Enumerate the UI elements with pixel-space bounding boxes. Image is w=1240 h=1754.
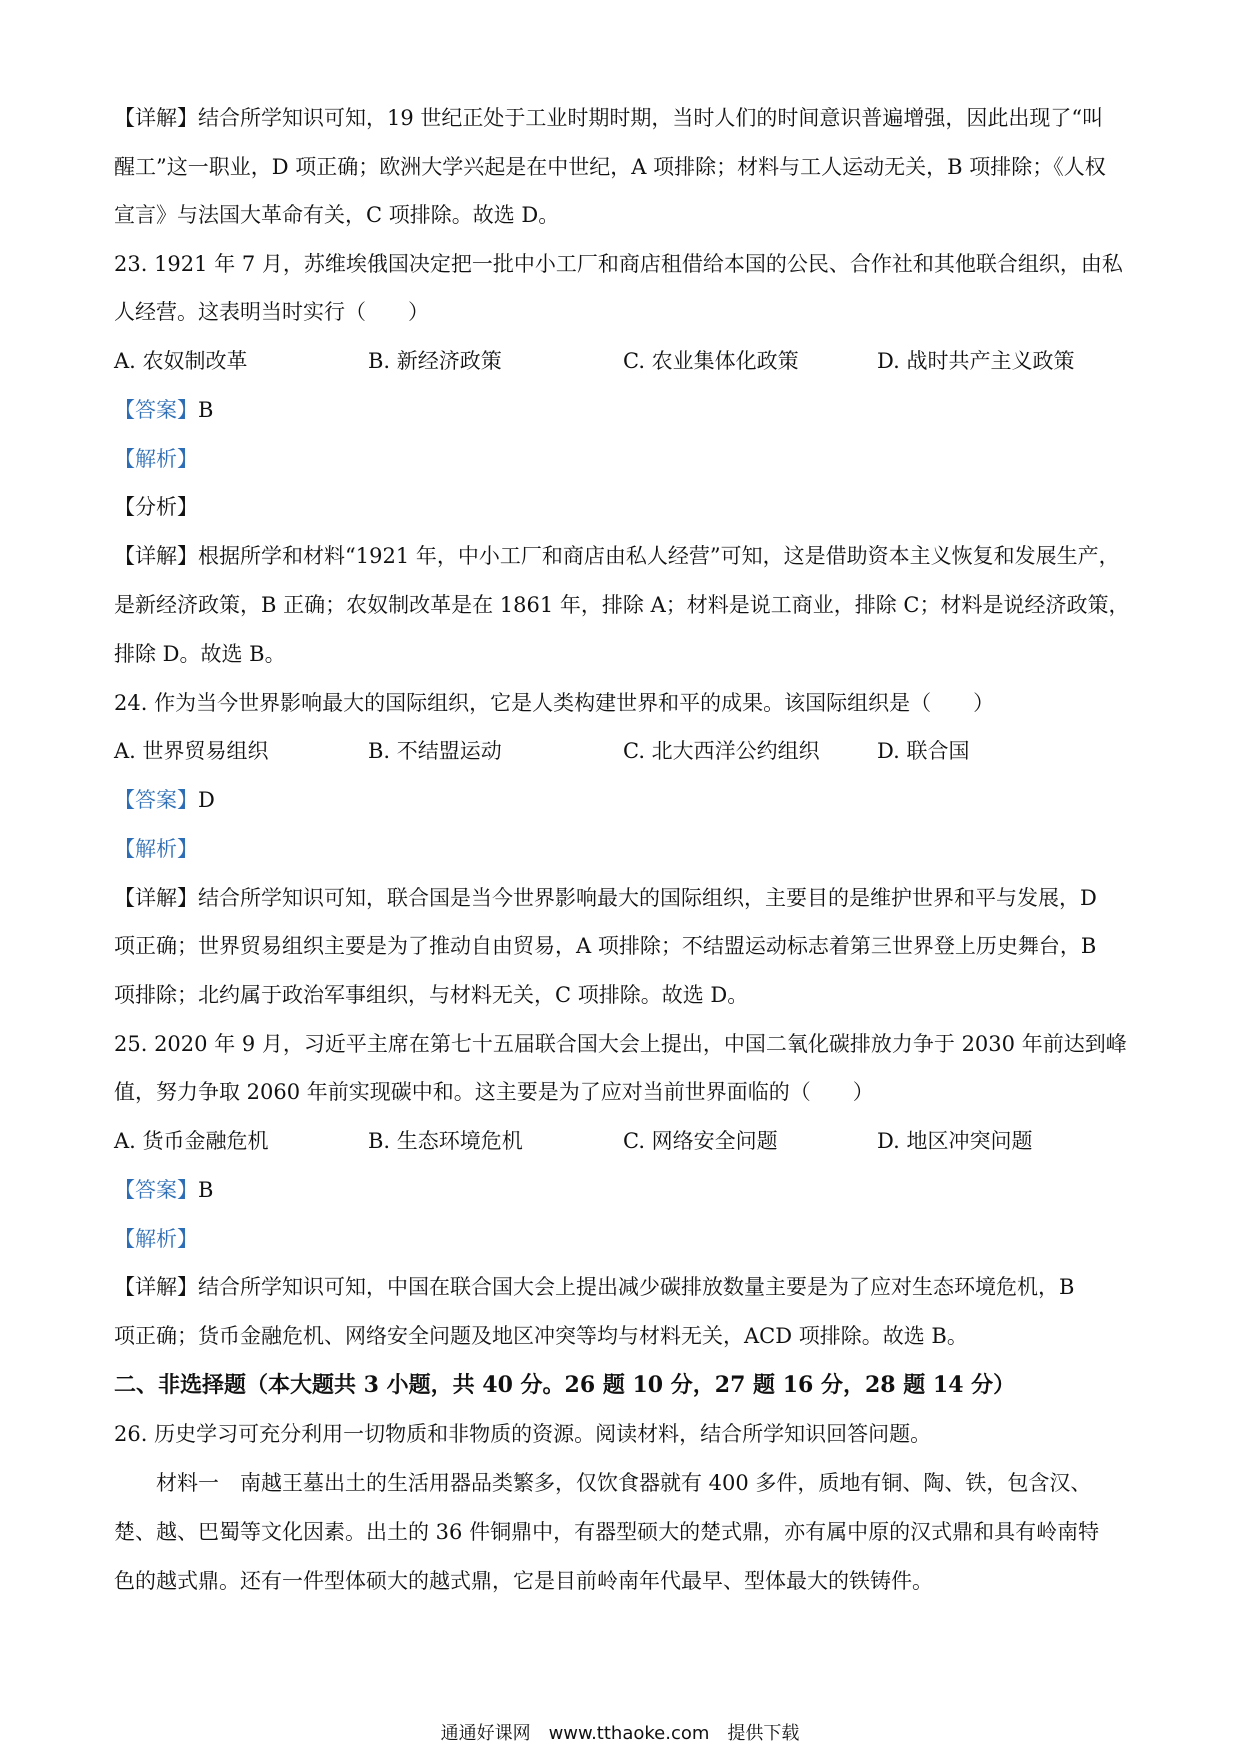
q23-fenxi-tag: 【分析】 xyxy=(114,495,198,519)
q24-detail-line-3: 项排除；北约属于政治军事组织，与材料无关，C 项排除。故选 D。 xyxy=(114,983,749,1007)
answer-tag: 【答案】 xyxy=(114,788,198,812)
q24-option-b: B. 不结盟运动 xyxy=(368,739,502,763)
q23-stem-line-1: 23. 1921 年 7 月，苏维埃俄国决定把一批中小工厂和商店租借给本国的公民、合作社和其他联合组织，由私 xyxy=(114,252,1123,276)
q24-answer xyxy=(114,786,1134,814)
answer-tag: 【答案】 xyxy=(114,1178,198,1202)
q23-option-b: B. 新经济政策 xyxy=(368,349,502,373)
answer-value: B xyxy=(198,398,214,422)
section-heading: 二、非选择题（本大题共 3 小题，共 40 分。26 题 10 分，27 题 16 分，28 题 14 分） xyxy=(114,1372,1016,1398)
q23-detail-line-3: 排除 D。故选 B。 xyxy=(114,642,286,666)
q24-detail-line-1: 【详解】结合所学知识可知，联合国是当今世界影响最大的国际组织，主要目的是维护世界和平与发展，D xyxy=(114,886,1097,910)
q23-analysis-tag: 【解析】 xyxy=(114,447,198,471)
q26-material-line-1: 材料一 南越王墓出土的生活用器品类繁多，仅饮食器就有 400 多件，质地有铜、陶、铁，包含汉、 xyxy=(156,1471,1092,1495)
q24-stem: 24. 作为当今世界影响最大的国际组织，它是人类构建世界和平的成果。该国际组织是（ ） xyxy=(114,691,995,715)
q22-detail-line-3: 宣言》与法国大革命有关，C 项排除。故选 D。 xyxy=(114,203,560,227)
q23-answer xyxy=(114,396,1134,424)
q26-stem: 26. 历史学习可充分利用一切物质和非物质的资源。阅读材料，结合所学知识回答问题。 xyxy=(114,1422,932,1446)
q25-answer xyxy=(114,1176,1134,1204)
q24-option-d: D. 联合国 xyxy=(877,739,970,763)
q25-analysis-tag: 【解析】 xyxy=(114,1227,198,1251)
q24-analysis-tag: 【解析】 xyxy=(114,837,198,861)
q25-stem-line-1: 25. 2020 年 9 月，习近平主席在第七十五届联合国大会上提出，中国二氧化碳排放力争于 2030 年前达到峰 xyxy=(114,1032,1127,1056)
page-footer: 通通好课网 www.tthaoke.com 提供下载 xyxy=(440,1723,800,1744)
q22-detail-line-2: 醒工”这一职业，D 项正确；欧洲大学兴起是在中世纪，A 项排除；材料与工人运动无关，B 项排除；《人权 xyxy=(114,155,1106,179)
q25-option-d: D. 地区冲突问题 xyxy=(877,1129,1033,1153)
q23-option-c: C. 农业集体化政策 xyxy=(623,349,799,373)
q23-detail-line-1: 【详解】根据所学和材料“1921 年，中小工厂和商店由私人经营”可知，这是借助资本主义恢复和发展生产， xyxy=(114,544,1120,568)
q25-stem-line-2: 值，努力争取 2060 年前实现碳中和。这主要是为了应对当前世界面临的（ ） xyxy=(114,1080,874,1104)
answer-value: D xyxy=(198,788,215,812)
answer-tag: 【答案】 xyxy=(114,398,198,422)
q22-detail-line-1: 【详解】结合所学知识可知，19 世纪正处于工业时期时期，当时人们的时间意识普遍增强，因此出现了“叫 xyxy=(114,106,1104,130)
q23-detail-line-2: 是新经济政策，B 正确；农奴制改革是在 1861 年，排除 A；材料是说工商业，排除 C；材料是说经济政策， xyxy=(114,593,1130,617)
q25-option-c: C. 网络安全问题 xyxy=(623,1129,778,1153)
q23-stem-line-2: 人经营。这表明当时实行（ ） xyxy=(114,300,429,324)
q23-option-a: A. 农奴制改革 xyxy=(114,349,248,373)
q24-option-c: C. 北大西洋公约组织 xyxy=(623,739,820,763)
q25-detail-line-1: 【详解】结合所学知识可知，中国在联合国大会上提出减少碳排放数量主要是为了应对生态环境危机，B xyxy=(114,1275,1075,1299)
q24-detail-line-2: 项正确；世界贸易组织主要是为了推动自由贸易，A 项排除；不结盟运动标志着第三世界登上历史舞台，B xyxy=(114,934,1097,958)
q26-material-line-2: 楚、越、巴蜀等文化因素。出土的 36 件铜鼎中，有器型硕大的楚式鼎，亦有属中原的汉式鼎和具有岭南特 xyxy=(114,1520,1100,1544)
q23-option-d: D. 战时共产主义政策 xyxy=(877,349,1075,373)
answer-value: B xyxy=(198,1178,214,1202)
q25-option-b: B. 生态环境危机 xyxy=(368,1129,523,1153)
q24-option-a: A. 世界贸易组织 xyxy=(114,739,269,763)
q25-option-a: A. 货币金融危机 xyxy=(114,1129,269,1153)
q25-detail-line-2: 项正确；货币金融危机、网络安全问题及地区冲突等均与材料无关，ACD 项排除。故选 B。 xyxy=(114,1324,968,1348)
q26-material-line-3: 色的越式鼎。还有一件型体硕大的越式鼎，它是目前岭南年代最早、型体最大的铁铸件。 xyxy=(114,1569,933,1593)
